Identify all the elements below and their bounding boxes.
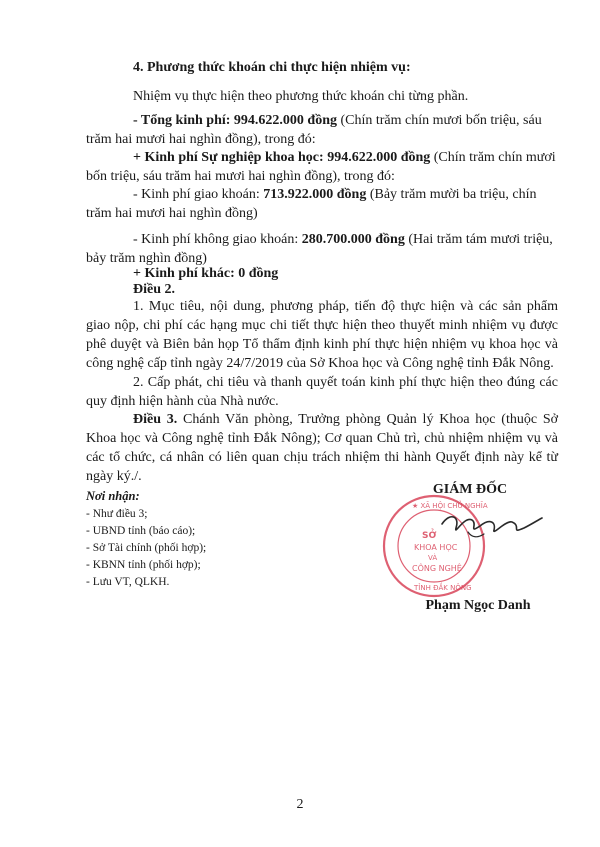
noncontract-label: - Kinh phí không giao khoán: [133,232,299,247]
contract-words: (Bảy trăm mười ba triệu, chín trăm hai mươi hai nghìn đồng) [86,187,537,221]
recipients-block [86,488,206,591]
other-funding: + Kinh phí khác: 0 đồng [133,266,279,281]
science-label: + Kinh phí Sự nghiệp khoa học: [133,150,324,165]
article-2-heading: Điều 2. [133,282,175,297]
signer-title: GIÁM ĐỐC [432,482,508,497]
noncontract-value: 280.700.000 đồng [301,232,405,247]
article-3-text: Chánh Văn phòng, Trưởng phòng Quản lý Khoa học (thuộc Sở Khoa học và Công nghệ tỉnh Đắk Nông); Cơ quan Chủ trì, chủ nhiệm nhiệm vụ và các tổ chức, cá nhân có liên quan chịu trách nhiệm thi hành Quyết định này kể từ ngày ký./. [86,412,559,484]
noncontract-words: (Hai trăm tám mươi triệu, bảy trăm nghìn đồng) [86,232,553,266]
recipient-item: - Lưu VT, QLKH. [86,576,170,588]
total-words: (Chín trăm chín mươi bốn triệu, sáu trăm hai mươi hai nghìn đồng), trong đó: [86,113,542,147]
section-4-intro: Nhiệm vụ thực hiện theo phương thức khoán chi từng phần. [133,89,469,104]
signer-name: Phạm Ngọc Danh [425,598,531,613]
recipient-item: - UBND tỉnh (báo cáo); [86,525,196,537]
recipient-item: - Sở Tài chính (phối hợp); [86,542,207,554]
section-4-heading: 4. Phương thức khoán chi thực hiện nhiệm vụ: [133,60,411,75]
article-2-paragraph-1: 1. Mục tiêu, nội dung, phương pháp, tiến độ thực hiện và các sản phẩm giao nộp, chi phí các hạng mục chi tiết thực hiện theo thuyết minh nhiệm vụ được phê duyệt và Biên bản họp Tổ thẩm định kinh phí thực hiện nhiệm vụ khoa học và công nghệ cấp tỉnh ngày 24/7/2019 của Sở Khoa học và Công nghệ tỉnh Đắk Nông. [86,299,558,371]
article-3-heading: Điều 3. [133,412,178,427]
science-value: 994.622.000 đồng [327,150,431,165]
total-label: - Tổng kinh phí: [133,113,231,128]
svg-text:★ XÃ HỘI CHỦ NGHĨA: ★ XÃ HỘI CHỦ NGHĨA [412,502,488,510]
svg-text:TỈNH ĐẮK NÔNG: TỈNH ĐẮK NÔNG [414,584,472,592]
science-funding [86,148,558,186]
svg-text:VÀ: VÀ [428,554,438,562]
svg-text:KHOA HỌC: KHOA HỌC [414,543,458,552]
contract-funding [86,185,558,223]
recipient-item: - Như điều 3; [86,508,148,520]
total-funding [86,111,558,149]
recipient-item: - KBNN tỉnh (phối hợp); [86,559,201,571]
total-value: 994.622.000 đồng [233,113,337,128]
science-words: (Chín trăm chín mươi bốn triệu, sáu trăm hai mươi hai nghìn đồng), trong đó: [86,150,556,184]
contract-label: - Kinh phí giao khoán: [133,187,260,202]
article-3 [86,410,558,486]
svg-text:CÔNG NGHỆ: CÔNG NGHỆ [412,564,462,573]
contract-value: 713.922.000 đồng [263,187,367,202]
svg-text:SỞ: SỞ [422,531,437,541]
noncontract-funding [86,230,558,268]
article-2-paragraph-2: 2. Cấp phát, chi tiêu và thanh quyết toán kinh phí thực hiện theo đúng các quy định hiện hành của Nhà nước. [86,375,558,409]
recipients-heading: Nơi nhận: [86,489,140,503]
page-number: 2 [296,797,304,812]
